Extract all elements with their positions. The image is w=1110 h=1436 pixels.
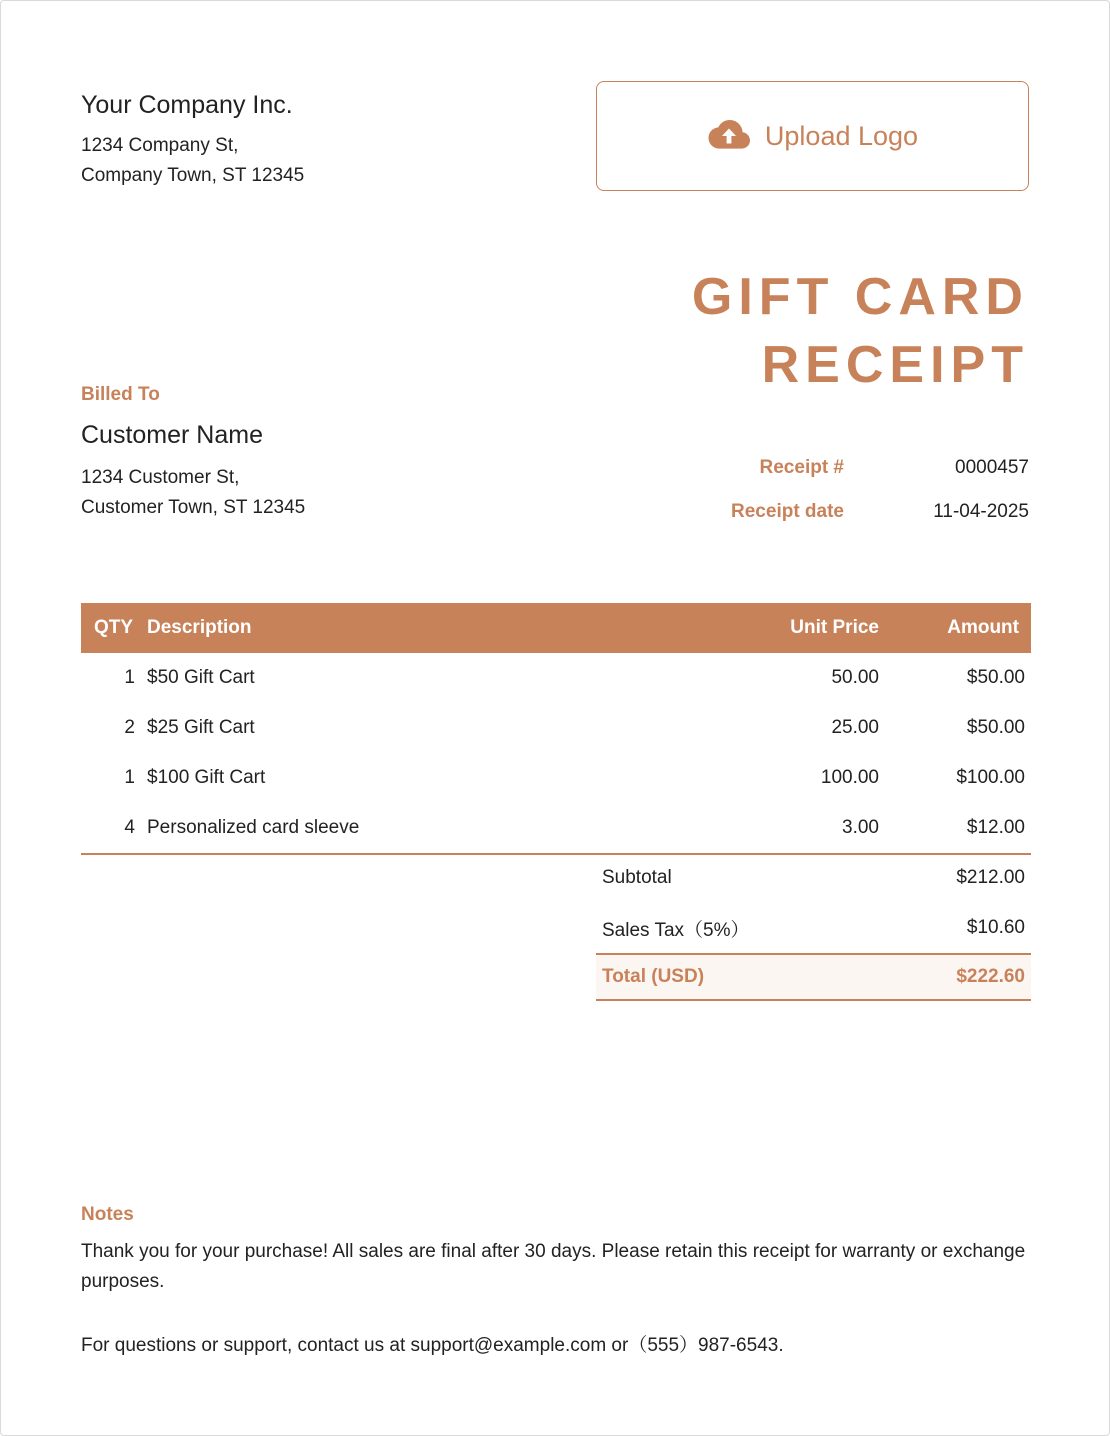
row-unit-price: 100.00	[820, 767, 879, 788]
row-unit-price: 25.00	[831, 717, 879, 738]
row-description: $25 Gift Cart	[147, 717, 255, 738]
receipt-date-value: 11-04-2025	[933, 501, 1029, 522]
header-qty: QTY	[94, 617, 134, 638]
document-title-line2: RECEIPT	[761, 336, 1029, 394]
row-qty: 4	[124, 817, 135, 838]
items-table-header	[81, 603, 1031, 653]
upload-logo-button[interactable]	[596, 81, 1029, 191]
receipt-number-label: Receipt #	[759, 457, 844, 478]
row-qty: 2	[124, 717, 135, 738]
table-row	[81, 753, 1031, 803]
header-amount: Amount	[947, 617, 1019, 638]
row-description: Personalized card sleeve	[147, 817, 360, 838]
header-unit-price: Unit Price	[790, 617, 879, 638]
company-name: Your Company Inc.	[81, 91, 293, 119]
customer-name: Customer Name	[81, 421, 263, 449]
table-row	[81, 703, 1031, 753]
cloud-upload-icon	[707, 118, 751, 155]
customer-address-line2: Customer Town, ST 12345	[81, 497, 306, 518]
row-amount: $50.00	[966, 667, 1025, 688]
items-table	[81, 603, 1031, 855]
row-amount: $100.00	[956, 767, 1025, 788]
billed-to-label: Billed To	[81, 384, 160, 405]
company-address-line1: 1234 Company St,	[81, 135, 239, 156]
row-amount: $12.00	[966, 817, 1025, 838]
total-value: $222.60	[956, 966, 1025, 987]
company-address-line2: Company Town, ST 12345	[81, 165, 305, 186]
row-qty: 1	[124, 767, 135, 788]
sales-tax-value: $10.60	[966, 917, 1025, 938]
document-title-line1: GIFT CARD	[691, 268, 1029, 326]
notes-text: Thank you for your purchase! All sales are final after 30 days. Please retain this receipt for warranty or exchange purposes.	[81, 1241, 1026, 1292]
upload-logo-label: Upload Logo	[764, 120, 919, 151]
sales-tax-label: Sales Tax（5%）	[602, 919, 750, 941]
row-description: $50 Gift Cart	[147, 667, 255, 688]
row-amount: $50.00	[966, 717, 1025, 738]
total-label: Total (USD)	[602, 966, 705, 987]
table-row	[81, 803, 1031, 853]
notes-label: Notes	[81, 1204, 134, 1225]
row-qty: 1	[124, 667, 135, 688]
receipt-date-label: Receipt date	[731, 501, 844, 522]
sales-tax-row	[596, 903, 1031, 953]
customer-address-line1: 1234 Customer St,	[81, 467, 240, 488]
row-unit-price: 3.00	[842, 817, 879, 838]
header-description: Description	[147, 617, 252, 638]
subtotal-label: Subtotal	[602, 867, 672, 888]
table-row	[81, 653, 1031, 703]
subtotal-row	[596, 853, 1031, 903]
receipt-number-value: 0000457	[955, 457, 1029, 478]
row-description: $100 Gift Cart	[147, 767, 266, 788]
total-row	[596, 953, 1031, 1001]
totals-section	[596, 853, 1031, 1001]
support-contact-text: For questions or support, contact us at support@example.com or（555）987-6543.	[81, 1335, 784, 1356]
subtotal-value: $212.00	[956, 867, 1025, 888]
row-unit-price: 50.00	[831, 667, 879, 688]
